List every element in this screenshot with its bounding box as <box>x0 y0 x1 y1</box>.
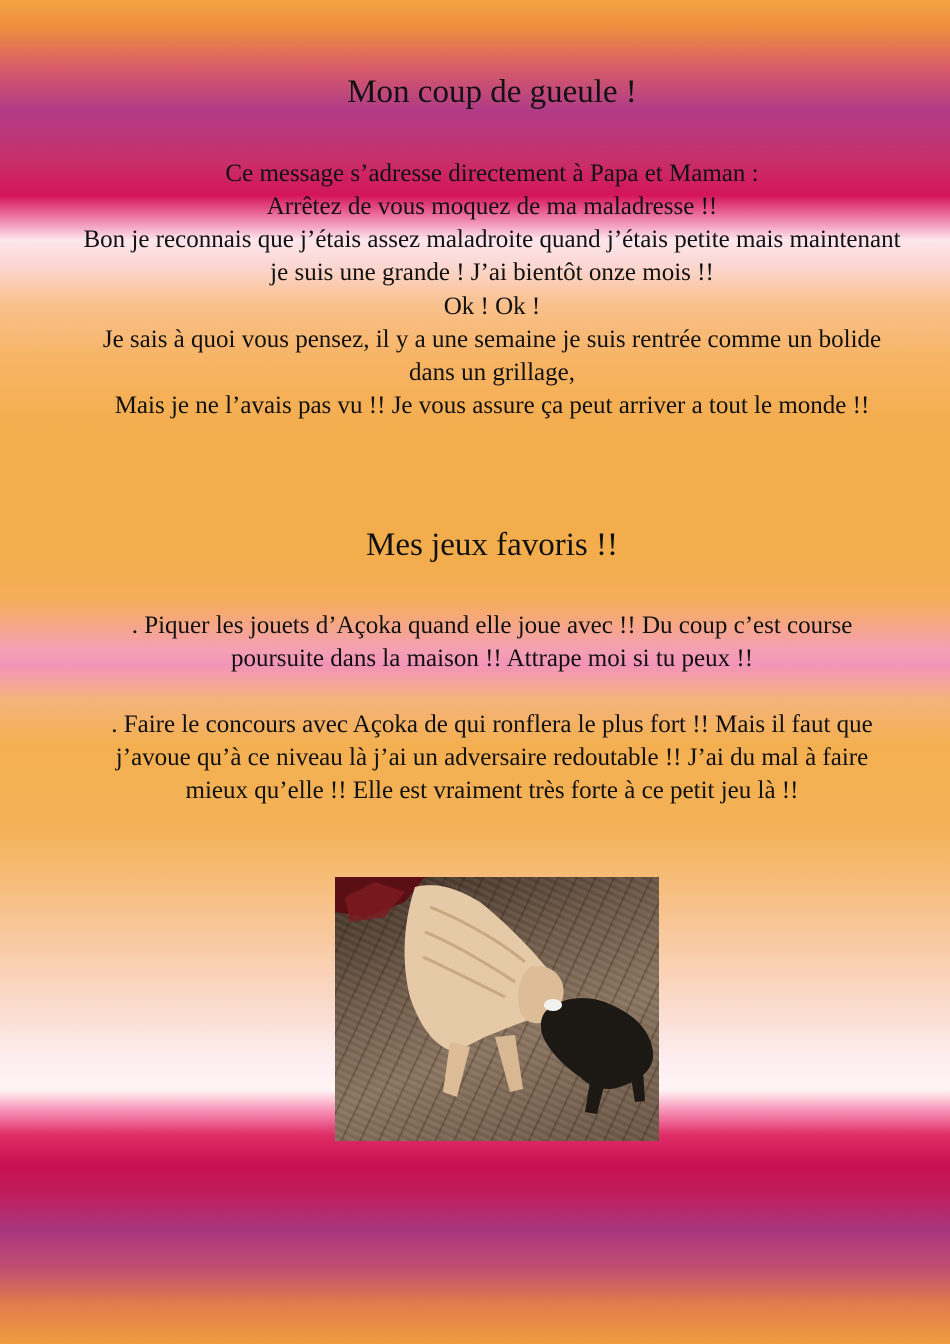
section-title-coup-de-gueule: Mon coup de gueule ! <box>347 74 637 110</box>
paragraph-line: Mais je ne l’avais pas vu !! Je vous assure ça peut arriver a tout le monde !! <box>114 392 870 419</box>
section-title-jeux-favoris: Mes jeux favoris !! <box>365 527 618 563</box>
paragraph-line: Bon je reconnais que j’étais assez maladroite quand j’étais petite mais maintenant je suis une grande ! J’ai bientôt onze mois !! <box>83 226 901 287</box>
dogs-photo <box>335 877 659 1141</box>
paragraph-line: Ok ! Ok ! <box>443 293 541 320</box>
list-item: . Piquer les jouets d’Açoka quand elle joue avec !! Du coup c’est course poursuite dans la maison !! Attrape moi si tu peux !! <box>131 612 853 673</box>
dogs-photo-illustration <box>335 877 659 1141</box>
paragraph-line: Ce message s’adresse directement à Papa et Maman : <box>225 160 759 187</box>
paragraph-line: Arrêtez de vous moquez de ma maladresse !! <box>266 193 718 220</box>
paragraph-line: Je sais à quoi vous pensez, il y a une semaine je suis rentrée comme un bolide dans un grillage, <box>102 326 882 387</box>
list-item: . Faire le concours avec Açoka de qui ronflera le plus fort !! Mais il faut que j’avoue qu’à ce niveau là j’ai un adversaire redoutable !! J’ai du mal à faire mieux qu’elle !! Elle est vraiment très forte à ce petit jeu là !! <box>111 711 873 805</box>
